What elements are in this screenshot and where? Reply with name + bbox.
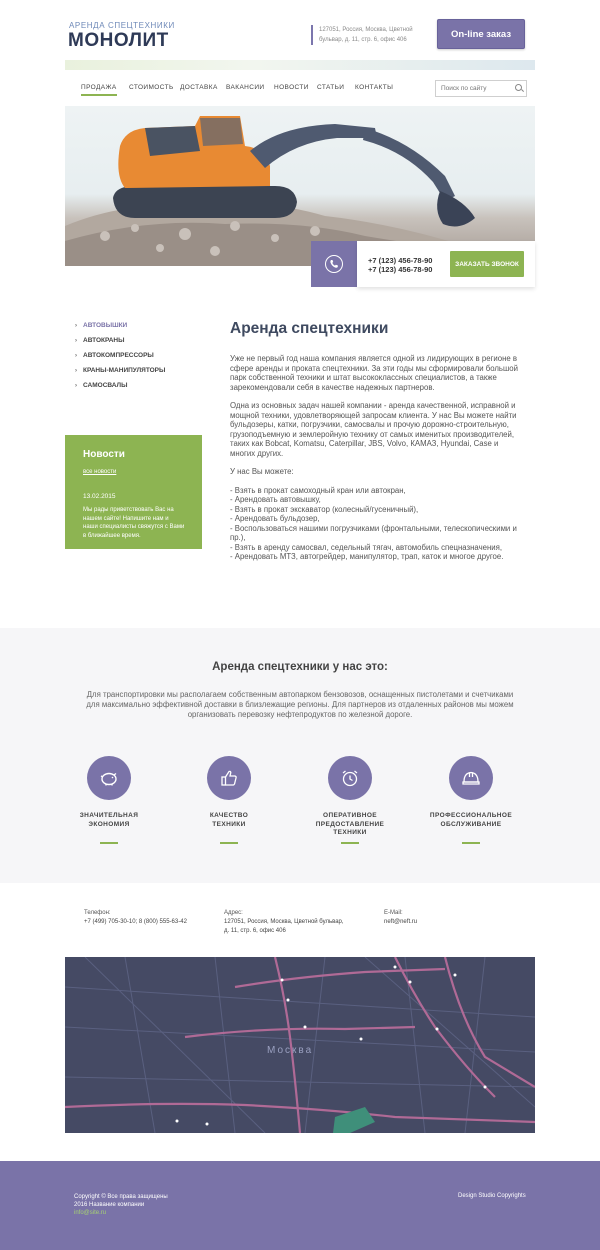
copyright-line: 2016 Название компании bbox=[74, 1202, 145, 1208]
category-item[interactable] bbox=[75, 322, 165, 337]
category-label: АВТОКОМПРЕССОРЫ bbox=[83, 352, 154, 359]
contact-address-line: д. 11, стр. 6, офис 406 bbox=[224, 928, 286, 934]
feature-icon-circle bbox=[449, 756, 493, 800]
contact-email-value[interactable]: neft@neft.ru bbox=[384, 919, 418, 925]
news-widget bbox=[65, 435, 202, 549]
category-list bbox=[75, 322, 165, 397]
all-news-link[interactable]: все новости bbox=[83, 469, 117, 475]
tasks-paragraph: Одна из основных задач нашей компании - аренда качественной, исправной и мощной техники, удовлетворяющей запросам клиента. У нас Вы можете найти бульдозеры, катки, погрузчики, самосвалы и прочую дорожно-строительную, грузоподъемную и землеройную технику от самых именитых производителей, таких как Bobcat, Komatsu, Caterpillar, JBS, Volvo, КАМАЗ, Hyundai, Case и многих других. bbox=[230, 401, 517, 458]
request-call-button[interactable]: ЗАКАЗАТЬ ЗВОНОК bbox=[450, 251, 524, 277]
feature-label-line: ТЕХНИКИ bbox=[212, 820, 246, 828]
phone-number[interactable]: +7 (123) 456-78-90 bbox=[368, 256, 433, 265]
chevron-right-icon: › bbox=[75, 323, 77, 329]
feature-label-line: ЗНАЧИТЕЛЬНАЯ bbox=[79, 812, 139, 819]
feature-item bbox=[174, 756, 284, 844]
feature-icon-circle bbox=[328, 756, 372, 800]
decorative-strip bbox=[65, 60, 535, 70]
callback-panel bbox=[357, 241, 535, 287]
feature-label bbox=[174, 812, 284, 842]
alarm-clock-icon bbox=[339, 767, 361, 789]
features-description: Для транспортировки мы располагаем собственным автопарком бензовозов, оснащенных пистолетами и счетчиками для максимально эффективной доставки в близлежащие регионы. Для партнеров из отдаленных районов мы можем организовать перевозку нефтепродуктов по железной дороге. bbox=[86, 690, 514, 719]
header-address-line: бульвар, д. 11, стр. 6, офис 406 bbox=[319, 37, 407, 43]
feature-underline bbox=[462, 842, 480, 844]
feature-label-line: ОПЕРАТИВНОЕ bbox=[322, 812, 378, 819]
logo-subtitle: АРЕНДА СПЕЦТЕХНИКИ bbox=[69, 21, 175, 30]
list-item: - Взять в прокат экскаватор (колесный/гусеничный), bbox=[230, 504, 419, 514]
contact-email bbox=[384, 909, 417, 927]
news-title: Новости bbox=[83, 449, 125, 460]
site-header bbox=[0, 0, 600, 60]
category-label: САМОСВАЛЫ bbox=[83, 382, 128, 389]
logo[interactable]: МОНОЛИТ bbox=[68, 30, 169, 51]
contact-phone bbox=[84, 909, 187, 927]
features-section bbox=[0, 628, 600, 883]
category-label: АВТОВЫШКИ bbox=[83, 322, 128, 329]
contact-label: Адрес: bbox=[224, 910, 243, 916]
piggy-bank-icon bbox=[98, 767, 120, 789]
intro-paragraph: Уже не первый год наша компания является одной из лидирующих в регионе в сфере аренды и проката спецтехники. За эти годы мы сформировали большой парк собственной техники и штат высококлассных специалистов, а также зарекомендовали себя в качестве надежных партнеров. bbox=[230, 354, 518, 392]
feature-underline bbox=[220, 842, 238, 844]
list-item: - Арендовать МТЗ, автогрейдер, манипулятор, трап, каток и многое другое. bbox=[230, 552, 504, 561]
contact-address bbox=[224, 909, 344, 936]
thumbs-up-icon bbox=[218, 767, 240, 789]
chevron-right-icon: › bbox=[75, 338, 77, 344]
category-label: АВТОКРАНЫ bbox=[83, 337, 125, 344]
contact-phone-value[interactable]: +7 (499) 705-30-10; 8 (800) 555-63-42 bbox=[84, 919, 187, 925]
feature-label-line: ПРОФЕССИОНАЛЬНОЕ bbox=[429, 812, 513, 819]
site-footer bbox=[0, 1161, 600, 1250]
chevron-right-icon: › bbox=[75, 368, 77, 374]
nav-item-vacancies[interactable]: ВАКАНСИИ bbox=[226, 84, 265, 91]
copyright bbox=[74, 1193, 168, 1217]
list-item: - Взять в аренду самосвал, седельный тягач, автомобиль спецназначения, bbox=[230, 542, 503, 552]
header-address bbox=[319, 25, 419, 45]
list-item: - Арендовать автовышку, bbox=[230, 495, 321, 504]
list-item: - Арендовать бульдозер, bbox=[230, 514, 320, 523]
phone-icon bbox=[324, 254, 344, 274]
studio-credit[interactable]: Design Studio Copyrights bbox=[458, 1193, 526, 1199]
feature-underline bbox=[100, 842, 118, 844]
category-item[interactable] bbox=[75, 367, 165, 382]
map-city-label: Москва bbox=[267, 1045, 314, 1056]
list-item: - Воспользоваться нашими погрузчиками (фронтальными, телескопическими и пр.), bbox=[230, 523, 517, 542]
nav-item-news[interactable]: НОВОСТИ bbox=[274, 84, 309, 91]
nav-item-price[interactable]: СТОИМОСТЬ bbox=[129, 84, 174, 91]
main-content bbox=[230, 320, 520, 562]
feature-label-line: КАЧЕСТВО bbox=[209, 812, 249, 819]
page-title: Аренда спецтехники bbox=[230, 320, 389, 337]
search-icon[interactable] bbox=[515, 84, 522, 91]
phone-icon-box bbox=[311, 241, 357, 287]
header-address-line: 127051, Россия, Москва, Цветной bbox=[319, 27, 413, 33]
feature-label bbox=[295, 812, 405, 842]
feature-item bbox=[54, 756, 164, 844]
list-item: - Взять в прокат самоходный кран или автокран, bbox=[230, 485, 406, 495]
nav-item-contacts[interactable]: КОНТАКТЫ bbox=[355, 84, 394, 91]
news-text: Мы рады приветствовать Вас на нашем сайте! Напишите нам и наши специалисты свяжутся с Вами в ближайшее время. bbox=[83, 507, 185, 539]
helmet-icon bbox=[460, 767, 482, 789]
feature-label-line: ЭКОНОМИЯ bbox=[88, 820, 130, 828]
footer-email-link[interactable]: info@site.ru bbox=[74, 1210, 107, 1216]
contact-label: Телефон: bbox=[84, 910, 111, 916]
features-title: Аренда спецтехники у нас это: bbox=[212, 661, 388, 673]
phone-number[interactable]: +7 (123) 456-78-90 bbox=[368, 265, 433, 274]
online-order-button[interactable]: On-line заказ bbox=[437, 19, 525, 49]
category-item[interactable] bbox=[75, 352, 165, 367]
search-input[interactable] bbox=[435, 80, 527, 97]
main-nav bbox=[65, 78, 535, 100]
copyright-line: Copyright © Все права защищены bbox=[74, 1194, 168, 1200]
category-item[interactable] bbox=[75, 382, 165, 397]
nav-item-sale[interactable]: ПРОДАЖА bbox=[81, 84, 117, 96]
services-list bbox=[230, 486, 520, 562]
chevron-right-icon: › bbox=[75, 383, 77, 389]
address-divider bbox=[311, 25, 313, 45]
location-map[interactable] bbox=[65, 957, 535, 1133]
feature-label bbox=[416, 812, 526, 842]
feature-label bbox=[54, 812, 164, 842]
feature-item bbox=[416, 756, 526, 844]
feature-icon-circle bbox=[87, 756, 131, 800]
feature-label-line: ОБСЛУЖИВАНИЕ bbox=[440, 820, 502, 828]
news-date: 13.02.2015 bbox=[83, 493, 116, 500]
contact-label: E-Mail: bbox=[384, 910, 403, 916]
nav-item-articles[interactable]: СТАТЬИ bbox=[317, 84, 345, 91]
contact-address-line: 127051, Россия, Москва, Цветной бульвар, bbox=[224, 919, 344, 925]
category-label: КРАНЫ-МАНИПУЛЯТОРЫ bbox=[83, 367, 166, 374]
category-item[interactable] bbox=[75, 337, 165, 352]
feature-item bbox=[295, 756, 405, 844]
nav-item-delivery[interactable]: ДОСТАВКА bbox=[180, 84, 218, 91]
feature-icon-circle bbox=[207, 756, 251, 800]
feature-underline bbox=[341, 842, 359, 844]
chevron-right-icon: › bbox=[75, 353, 77, 359]
feature-label-line: ПРЕДОСТАВЛЕНИЕ bbox=[315, 820, 385, 828]
list-intro: У нас Вы можете: bbox=[230, 467, 294, 476]
feature-label-line: ТЕХНИКИ bbox=[333, 829, 367, 836]
